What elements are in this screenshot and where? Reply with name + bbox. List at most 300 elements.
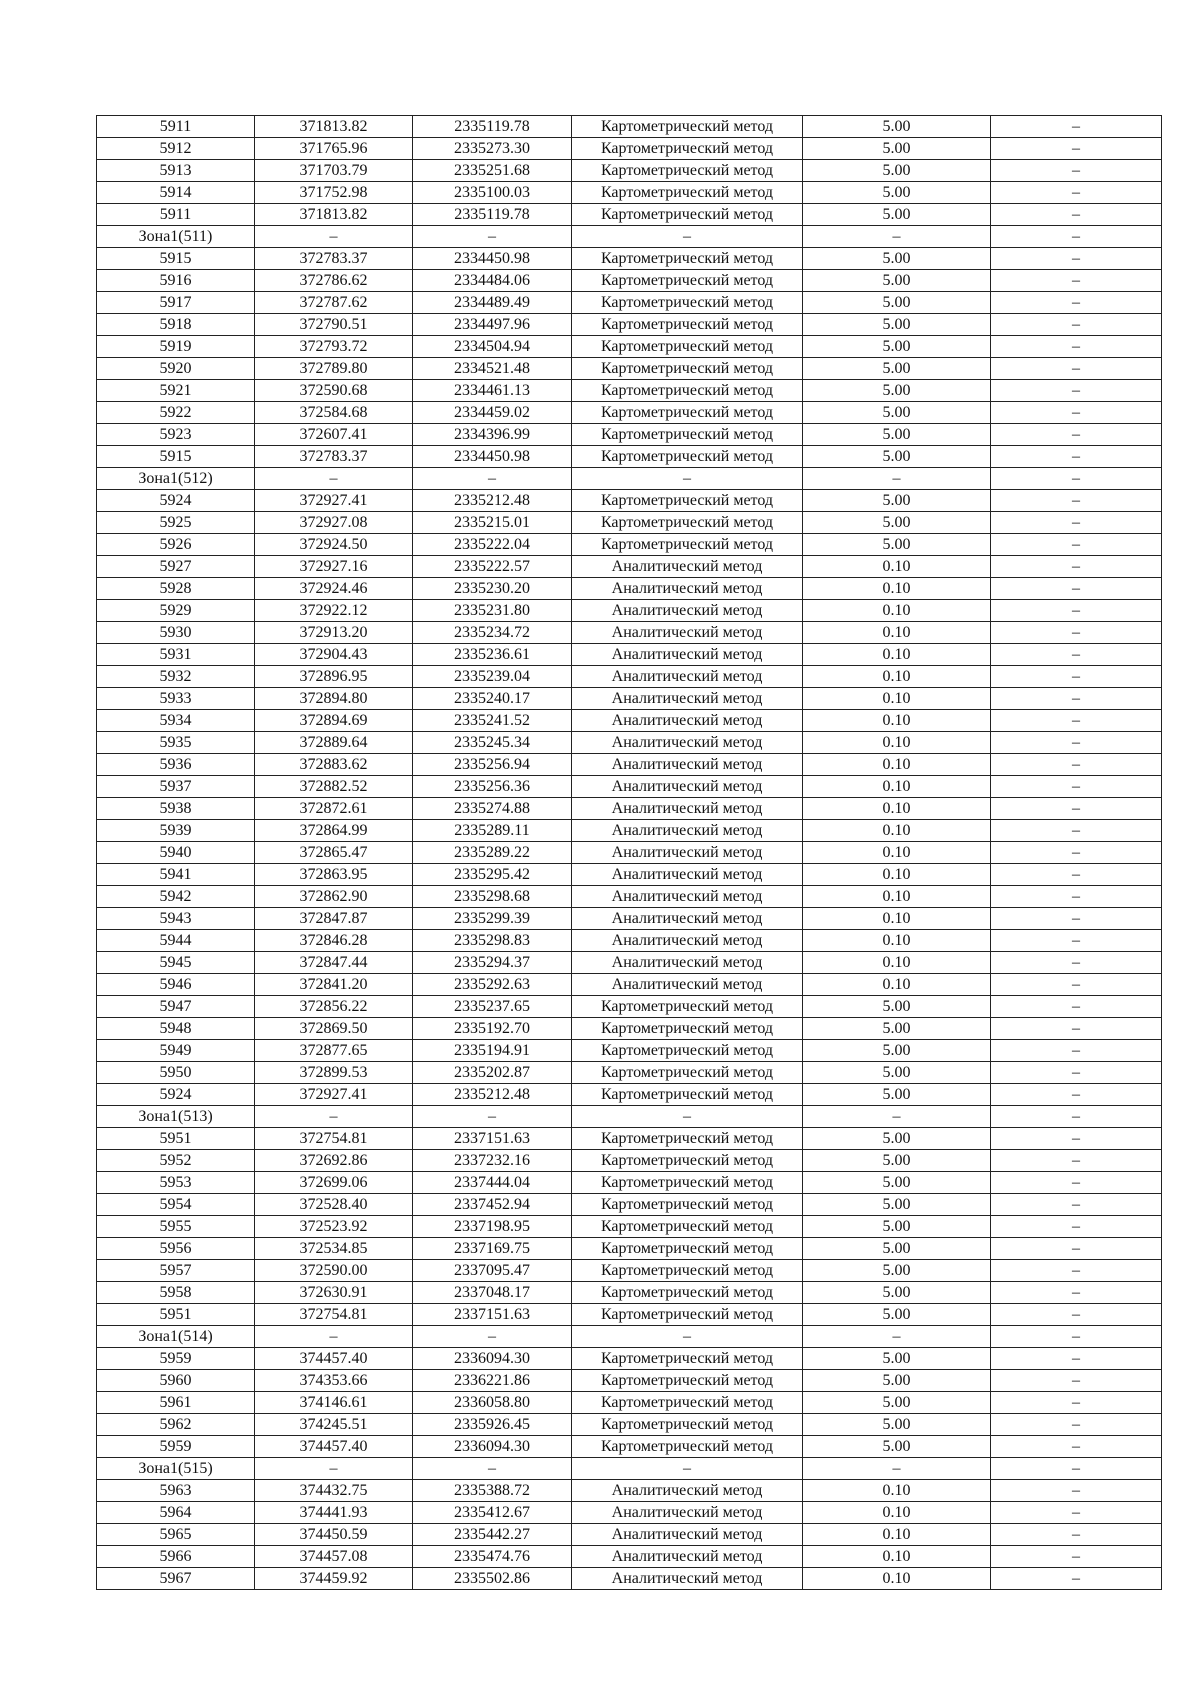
x-coordinate-cell: 372846.28 [255, 930, 413, 952]
table-row [97, 1436, 1162, 1458]
y-coordinate-cell: 2336058.80 [413, 1392, 572, 1414]
zone-header-row [97, 1458, 1162, 1480]
precision-cell: 0.10 [803, 666, 991, 688]
method-cell: Картометрический метод [572, 424, 803, 446]
table-row [97, 534, 1162, 556]
y-coordinate-cell: 2334484.06 [413, 270, 572, 292]
method-cell: Картометрический метод [572, 116, 803, 138]
y-coordinate-cell: 2334497.96 [413, 314, 572, 336]
description-cell: – [991, 1150, 1162, 1172]
precision-cell: 5.00 [803, 116, 991, 138]
point-number-cell: 5921 [97, 380, 255, 402]
y-coordinate-cell: – [413, 468, 572, 490]
description-cell: – [991, 1370, 1162, 1392]
point-number-cell: 5959 [97, 1436, 255, 1458]
description-cell: – [991, 644, 1162, 666]
y-coordinate-cell: 2335299.39 [413, 908, 572, 930]
method-cell: Картометрический метод [572, 270, 803, 292]
y-coordinate-cell: 2336221.86 [413, 1370, 572, 1392]
precision-cell: 5.00 [803, 996, 991, 1018]
method-cell: Картометрический метод [572, 1282, 803, 1304]
x-coordinate-cell: 372862.90 [255, 886, 413, 908]
description-cell: – [991, 336, 1162, 358]
coordinates-table [96, 115, 1162, 1590]
y-coordinate-cell: 2335274.88 [413, 798, 572, 820]
description-cell: – [991, 248, 1162, 270]
description-cell: – [991, 1480, 1162, 1502]
precision-cell: 5.00 [803, 248, 991, 270]
method-cell: Аналитический метод [572, 732, 803, 754]
description-cell: – [991, 1216, 1162, 1238]
method-cell: Картометрический метод [572, 1172, 803, 1194]
point-number-cell: 5926 [97, 534, 255, 556]
point-number-cell: 5956 [97, 1238, 255, 1260]
point-number-cell: 5917 [97, 292, 255, 314]
point-number-cell: 5941 [97, 864, 255, 886]
y-coordinate-cell: 2335388.72 [413, 1480, 572, 1502]
precision-cell: 5.00 [803, 138, 991, 160]
x-coordinate-cell: 372789.80 [255, 358, 413, 380]
method-cell: Аналитический метод [572, 1546, 803, 1568]
point-number-cell: 5914 [97, 182, 255, 204]
table-row [97, 1480, 1162, 1502]
precision-cell: 0.10 [803, 754, 991, 776]
x-coordinate-cell: – [255, 468, 413, 490]
description-cell: – [991, 1392, 1162, 1414]
x-coordinate-cell: 372896.95 [255, 666, 413, 688]
description-cell: – [991, 138, 1162, 160]
method-cell: Картометрический метод [572, 1348, 803, 1370]
point-number-cell: 5927 [97, 556, 255, 578]
point-number-cell: 5911 [97, 116, 255, 138]
description-cell: – [991, 1084, 1162, 1106]
table-row [97, 820, 1162, 842]
table-row [97, 1414, 1162, 1436]
x-coordinate-cell: – [255, 1106, 413, 1128]
point-number-cell: 5920 [97, 358, 255, 380]
point-number-cell: 5915 [97, 446, 255, 468]
point-number-cell: 5912 [97, 138, 255, 160]
method-cell: Аналитический метод [572, 666, 803, 688]
table-row [97, 1238, 1162, 1260]
x-coordinate-cell: 371752.98 [255, 182, 413, 204]
point-number-cell: 5918 [97, 314, 255, 336]
zone-header-row [97, 468, 1162, 490]
y-coordinate-cell: 2335926.45 [413, 1414, 572, 1436]
precision-cell: 0.10 [803, 1524, 991, 1546]
x-coordinate-cell: 374146.61 [255, 1392, 413, 1414]
method-cell: Аналитический метод [572, 622, 803, 644]
description-cell: – [991, 1568, 1162, 1590]
x-coordinate-cell: 372590.00 [255, 1260, 413, 1282]
x-coordinate-cell: 372927.08 [255, 512, 413, 534]
description-cell: – [991, 402, 1162, 424]
coordinates-table-body [97, 116, 1162, 1590]
table-row [97, 380, 1162, 402]
table-row [97, 974, 1162, 996]
method-cell: Картометрический метод [572, 1062, 803, 1084]
table-row [97, 622, 1162, 644]
method-cell: Картометрический метод [572, 1084, 803, 1106]
x-coordinate-cell: 372783.37 [255, 248, 413, 270]
precision-cell: 5.00 [803, 534, 991, 556]
description-cell: – [991, 1546, 1162, 1568]
method-cell: Аналитический метод [572, 930, 803, 952]
precision-cell: 0.10 [803, 622, 991, 644]
method-cell: Картометрический метод [572, 336, 803, 358]
y-coordinate-cell: 2335256.94 [413, 754, 572, 776]
table-row [97, 490, 1162, 512]
method-cell: – [572, 226, 803, 248]
table-row [97, 710, 1162, 732]
description-cell: – [991, 1018, 1162, 1040]
method-cell: Аналитический метод [572, 1502, 803, 1524]
precision-cell: 0.10 [803, 710, 991, 732]
y-coordinate-cell: – [413, 226, 572, 248]
x-coordinate-cell: 372754.81 [255, 1304, 413, 1326]
x-coordinate-cell: 374441.93 [255, 1502, 413, 1524]
y-coordinate-cell: 2337169.75 [413, 1238, 572, 1260]
table-row [97, 1172, 1162, 1194]
point-number-cell: 5924 [97, 1084, 255, 1106]
description-cell: – [991, 358, 1162, 380]
y-coordinate-cell: 2337151.63 [413, 1128, 572, 1150]
description-cell: – [991, 314, 1162, 336]
y-coordinate-cell: 2335212.48 [413, 1084, 572, 1106]
table-row [97, 930, 1162, 952]
method-cell: Картометрический метод [572, 1150, 803, 1172]
description-cell: – [991, 424, 1162, 446]
method-cell: Аналитический метод [572, 754, 803, 776]
method-cell: Аналитический метод [572, 578, 803, 600]
point-number-cell: 5932 [97, 666, 255, 688]
y-coordinate-cell: 2336094.30 [413, 1348, 572, 1370]
point-number-cell: 5966 [97, 1546, 255, 1568]
y-coordinate-cell: 2334459.02 [413, 402, 572, 424]
precision-cell: 5.00 [803, 204, 991, 226]
point-number-cell: Зона1(512) [97, 468, 255, 490]
point-number-cell: Зона1(511) [97, 226, 255, 248]
point-number-cell: Зона1(515) [97, 1458, 255, 1480]
description-cell: – [991, 1172, 1162, 1194]
point-number-cell: 5929 [97, 600, 255, 622]
method-cell: – [572, 1458, 803, 1480]
description-cell: – [991, 974, 1162, 996]
description-cell: – [991, 798, 1162, 820]
table-row [97, 996, 1162, 1018]
precision-cell: 5.00 [803, 402, 991, 424]
y-coordinate-cell: 2335292.63 [413, 974, 572, 996]
y-coordinate-cell: 2337151.63 [413, 1304, 572, 1326]
y-coordinate-cell: 2335241.52 [413, 710, 572, 732]
precision-cell: 5.00 [803, 446, 991, 468]
x-coordinate-cell: 374457.08 [255, 1546, 413, 1568]
table-row [97, 1018, 1162, 1040]
precision-cell: 0.10 [803, 1568, 991, 1590]
table-row [97, 952, 1162, 974]
point-number-cell: 5933 [97, 688, 255, 710]
y-coordinate-cell: 2335237.65 [413, 996, 572, 1018]
method-cell: Аналитический метод [572, 776, 803, 798]
y-coordinate-cell: – [413, 1458, 572, 1480]
precision-cell: 0.10 [803, 930, 991, 952]
zone-header-row [97, 1106, 1162, 1128]
y-coordinate-cell: 2335298.83 [413, 930, 572, 952]
description-cell: – [991, 512, 1162, 534]
zone-header-row [97, 226, 1162, 248]
point-number-cell: Зона1(514) [97, 1326, 255, 1348]
precision-cell: 0.10 [803, 864, 991, 886]
x-coordinate-cell: 371765.96 [255, 138, 413, 160]
x-coordinate-cell: 372882.52 [255, 776, 413, 798]
precision-cell: 5.00 [803, 1436, 991, 1458]
point-number-cell: 5936 [97, 754, 255, 776]
table-row [97, 138, 1162, 160]
table-row [97, 116, 1162, 138]
table-row [97, 1216, 1162, 1238]
table-row [97, 1260, 1162, 1282]
table-row [97, 512, 1162, 534]
table-row [97, 204, 1162, 226]
y-coordinate-cell: 2335273.30 [413, 138, 572, 160]
x-coordinate-cell: 372927.16 [255, 556, 413, 578]
x-coordinate-cell: 372841.20 [255, 974, 413, 996]
x-coordinate-cell: 372754.81 [255, 1128, 413, 1150]
x-coordinate-cell: 372793.72 [255, 336, 413, 358]
table-row [97, 1304, 1162, 1326]
method-cell: Картометрический метод [572, 996, 803, 1018]
precision-cell: 5.00 [803, 182, 991, 204]
precision-cell: 5.00 [803, 336, 991, 358]
x-coordinate-cell: 372872.61 [255, 798, 413, 820]
precision-cell: 5.00 [803, 1282, 991, 1304]
method-cell: Аналитический метод [572, 974, 803, 996]
x-coordinate-cell: 372590.68 [255, 380, 413, 402]
x-coordinate-cell: 372783.37 [255, 446, 413, 468]
description-cell: – [991, 446, 1162, 468]
description-cell: – [991, 1260, 1162, 1282]
description-cell: – [991, 996, 1162, 1018]
x-coordinate-cell: 372787.62 [255, 292, 413, 314]
precision-cell: 5.00 [803, 358, 991, 380]
x-coordinate-cell: 374459.92 [255, 1568, 413, 1590]
x-coordinate-cell: 372927.41 [255, 490, 413, 512]
method-cell: Картометрический метод [572, 1414, 803, 1436]
description-cell: – [991, 1524, 1162, 1546]
description-cell: – [991, 1304, 1162, 1326]
table-row [97, 600, 1162, 622]
method-cell: Картометрический метод [572, 402, 803, 424]
method-cell: Картометрический метод [572, 314, 803, 336]
point-number-cell: 5930 [97, 622, 255, 644]
x-coordinate-cell: 372863.95 [255, 864, 413, 886]
precision-cell: 5.00 [803, 1150, 991, 1172]
point-number-cell: 5963 [97, 1480, 255, 1502]
table-row [97, 160, 1162, 182]
x-coordinate-cell: 372847.44 [255, 952, 413, 974]
x-coordinate-cell: 374450.59 [255, 1524, 413, 1546]
x-coordinate-cell: 371813.82 [255, 204, 413, 226]
y-coordinate-cell: 2335239.04 [413, 666, 572, 688]
x-coordinate-cell: 374457.40 [255, 1436, 413, 1458]
method-cell: Аналитический метод [572, 1524, 803, 1546]
table-row [97, 886, 1162, 908]
precision-cell: 5.00 [803, 314, 991, 336]
y-coordinate-cell: 2335289.11 [413, 820, 572, 842]
precision-cell: 0.10 [803, 1502, 991, 1524]
description-cell: – [991, 666, 1162, 688]
point-number-cell: 5964 [97, 1502, 255, 1524]
table-row [97, 424, 1162, 446]
table-row [97, 292, 1162, 314]
method-cell: Картометрический метод [572, 1304, 803, 1326]
precision-cell: 5.00 [803, 160, 991, 182]
y-coordinate-cell: 2335294.37 [413, 952, 572, 974]
table-row [97, 842, 1162, 864]
y-coordinate-cell: 2335222.04 [413, 534, 572, 556]
x-coordinate-cell: 372894.69 [255, 710, 413, 732]
point-number-cell: 5948 [97, 1018, 255, 1040]
precision-cell: 5.00 [803, 424, 991, 446]
table-row [97, 1062, 1162, 1084]
method-cell: Картометрический метод [572, 1040, 803, 1062]
point-number-cell: 5965 [97, 1524, 255, 1546]
point-number-cell: 5959 [97, 1348, 255, 1370]
precision-cell: 0.10 [803, 952, 991, 974]
table-row [97, 446, 1162, 468]
x-coordinate-cell: 372534.85 [255, 1238, 413, 1260]
point-number-cell: 5939 [97, 820, 255, 842]
table-row [97, 688, 1162, 710]
point-number-cell: 5915 [97, 248, 255, 270]
precision-cell: 5.00 [803, 1370, 991, 1392]
precision-cell: 5.00 [803, 380, 991, 402]
point-number-cell: 5934 [97, 710, 255, 732]
description-cell: – [991, 908, 1162, 930]
method-cell: Аналитический метод [572, 1480, 803, 1502]
method-cell: Аналитический метод [572, 556, 803, 578]
y-coordinate-cell: 2335119.78 [413, 116, 572, 138]
description-cell: – [991, 1326, 1162, 1348]
point-number-cell: 5946 [97, 974, 255, 996]
method-cell: Аналитический метод [572, 908, 803, 930]
precision-cell: 5.00 [803, 1018, 991, 1040]
method-cell: Картометрический метод [572, 1392, 803, 1414]
point-number-cell: 5953 [97, 1172, 255, 1194]
precision-cell: 0.10 [803, 600, 991, 622]
y-coordinate-cell: 2335298.68 [413, 886, 572, 908]
table-row [97, 1128, 1162, 1150]
table-row [97, 1348, 1162, 1370]
description-cell: – [991, 204, 1162, 226]
description-cell: – [991, 380, 1162, 402]
x-coordinate-cell: 372856.22 [255, 996, 413, 1018]
point-number-cell: 5938 [97, 798, 255, 820]
precision-cell: 0.10 [803, 688, 991, 710]
x-coordinate-cell: 371703.79 [255, 160, 413, 182]
description-cell: – [991, 776, 1162, 798]
point-number-cell: 5961 [97, 1392, 255, 1414]
y-coordinate-cell: 2334396.99 [413, 424, 572, 446]
table-row [97, 1568, 1162, 1590]
method-cell: Аналитический метод [572, 798, 803, 820]
description-cell: – [991, 556, 1162, 578]
table-row [97, 1392, 1162, 1414]
point-number-cell: 5940 [97, 842, 255, 864]
table-row [97, 270, 1162, 292]
description-cell: – [991, 1414, 1162, 1436]
point-number-cell: 5962 [97, 1414, 255, 1436]
description-cell: – [991, 1128, 1162, 1150]
point-number-cell: 5951 [97, 1128, 255, 1150]
y-coordinate-cell: 2337444.04 [413, 1172, 572, 1194]
y-coordinate-cell: 2335222.57 [413, 556, 572, 578]
precision-cell: 0.10 [803, 732, 991, 754]
point-number-cell: 5922 [97, 402, 255, 424]
description-cell: – [991, 732, 1162, 754]
precision-cell: 0.10 [803, 886, 991, 908]
x-coordinate-cell: 372790.51 [255, 314, 413, 336]
point-number-cell: 5916 [97, 270, 255, 292]
table-row [97, 1524, 1162, 1546]
point-number-cell: 5949 [97, 1040, 255, 1062]
precision-cell: 0.10 [803, 842, 991, 864]
precision-cell: 5.00 [803, 1348, 991, 1370]
point-number-cell: 5955 [97, 1216, 255, 1238]
method-cell: Картометрический метод [572, 138, 803, 160]
table-row [97, 402, 1162, 424]
method-cell: Аналитический метод [572, 710, 803, 732]
description-cell: – [991, 1502, 1162, 1524]
y-coordinate-cell: 2335289.22 [413, 842, 572, 864]
x-coordinate-cell: 372904.43 [255, 644, 413, 666]
point-number-cell: 5957 [97, 1260, 255, 1282]
description-cell: – [991, 490, 1162, 512]
description-cell: – [991, 820, 1162, 842]
table-row [97, 314, 1162, 336]
table-row [97, 1370, 1162, 1392]
method-cell: Картометрический метод [572, 1238, 803, 1260]
point-number-cell: 5911 [97, 204, 255, 226]
precision-cell: 5.00 [803, 270, 991, 292]
x-coordinate-cell: 372699.06 [255, 1172, 413, 1194]
table-row [97, 732, 1162, 754]
y-coordinate-cell: 2337048.17 [413, 1282, 572, 1304]
y-coordinate-cell: 2334489.49 [413, 292, 572, 314]
y-coordinate-cell: 2337198.95 [413, 1216, 572, 1238]
description-cell: – [991, 468, 1162, 490]
y-coordinate-cell: 2335236.61 [413, 644, 572, 666]
precision-cell: 0.10 [803, 1480, 991, 1502]
x-coordinate-cell: 372889.64 [255, 732, 413, 754]
method-cell: Аналитический метод [572, 864, 803, 886]
precision-cell: 5.00 [803, 1414, 991, 1436]
method-cell: Картометрический метод [572, 1260, 803, 1282]
y-coordinate-cell: 2335100.03 [413, 182, 572, 204]
precision-cell: – [803, 1458, 991, 1480]
description-cell: – [991, 1194, 1162, 1216]
y-coordinate-cell: 2335119.78 [413, 204, 572, 226]
y-coordinate-cell: 2335256.36 [413, 776, 572, 798]
precision-cell: 0.10 [803, 644, 991, 666]
method-cell: – [572, 468, 803, 490]
method-cell: Картометрический метод [572, 182, 803, 204]
description-cell: – [991, 688, 1162, 710]
method-cell: Аналитический метод [572, 644, 803, 666]
precision-cell: 0.10 [803, 798, 991, 820]
x-coordinate-cell: 372584.68 [255, 402, 413, 424]
method-cell: Аналитический метод [572, 688, 803, 710]
